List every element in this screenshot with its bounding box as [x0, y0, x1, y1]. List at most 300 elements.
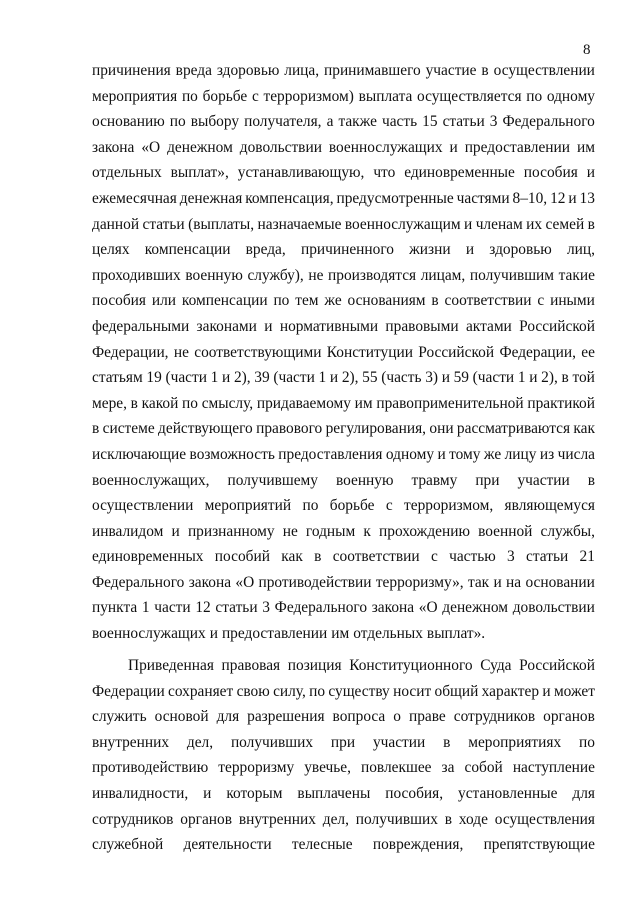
text-line: [92, 160, 595, 186]
word: и: [568, 189, 577, 207]
word: мероприятия: [92, 87, 178, 105]
word: выплачены: [297, 784, 371, 802]
word: военную: [335, 471, 394, 489]
word: им: [354, 394, 373, 412]
word: Приведенная: [128, 657, 214, 674]
word: свою: [236, 682, 270, 700]
word: служебной: [92, 836, 164, 854]
word: 3: [489, 113, 498, 131]
word: «О: [141, 138, 161, 156]
word: Российской: [519, 317, 595, 335]
word: осуществляется: [417, 87, 522, 105]
word: телесные: [291, 836, 353, 854]
word: Федерального: [274, 599, 368, 617]
word: производятся: [328, 266, 417, 284]
word: пособия: [92, 292, 146, 310]
word: характер: [481, 682, 540, 700]
text-line: [92, 653, 595, 679]
word: наступление: [512, 759, 595, 777]
word: 19: [146, 369, 162, 387]
word: сотрудников: [453, 708, 536, 726]
word: по: [526, 87, 543, 105]
word: их: [526, 215, 543, 233]
word: предусмотренные: [336, 189, 454, 207]
word: выбору: [190, 113, 240, 131]
word: дел,: [322, 810, 349, 828]
word: терроризму»,: [375, 573, 464, 591]
word: силу,: [273, 682, 306, 700]
word: компенсации: [181, 292, 268, 310]
word: Федерального: [92, 573, 185, 591]
word: жизни: [409, 241, 451, 259]
text-line: [92, 237, 595, 263]
word: соответствии: [332, 548, 420, 566]
word: или: [151, 292, 177, 310]
word: Федерального: [502, 113, 595, 131]
word: правовая: [221, 657, 281, 674]
word: иными: [550, 292, 595, 310]
word: и: [449, 138, 458, 156]
word: единовременных: [92, 548, 204, 566]
word: законами: [196, 317, 257, 335]
word: по: [273, 292, 290, 310]
word: тем: [295, 292, 319, 310]
word: при: [330, 733, 356, 751]
word: военнослужащих: [328, 138, 443, 156]
text-line: [92, 442, 595, 468]
word: деятельности: [183, 836, 272, 854]
word: увечье,: [304, 759, 351, 777]
word: денежном: [442, 599, 509, 617]
word: по: [579, 733, 595, 751]
word: военнослужащих: [92, 625, 206, 643]
word: и: [529, 369, 538, 387]
word: закона: [371, 599, 415, 617]
text-line: [92, 570, 595, 596]
word: 1: [517, 369, 526, 387]
word: борьбе: [202, 87, 248, 105]
text-line: [92, 186, 595, 212]
word: исключающие: [92, 445, 187, 463]
word: в: [587, 471, 595, 489]
word: носит: [393, 682, 432, 700]
word: денежном: [167, 138, 233, 156]
word: компенсация,: [245, 189, 334, 207]
word: принимавшего: [324, 62, 421, 79]
word: придаваемому: [256, 394, 351, 412]
word: в: [314, 548, 322, 566]
text-line: [92, 365, 595, 391]
text-line: [92, 109, 595, 135]
word: они: [429, 420, 454, 438]
word: травму: [411, 471, 458, 489]
word: Суда: [480, 657, 512, 674]
word: соответствующими: [194, 343, 322, 361]
text-line: [92, 391, 595, 417]
word: и: [586, 164, 595, 182]
text-line: [92, 288, 595, 314]
word: годным: [305, 522, 356, 540]
word: семей: [545, 215, 585, 233]
word: предоставлении: [221, 625, 328, 643]
word: ежемесячная: [92, 189, 177, 207]
word: с: [430, 548, 438, 566]
word: частью: [449, 548, 496, 566]
word: инвалидности,: [92, 784, 189, 802]
word: в: [561, 369, 569, 387]
word: предоставления: [278, 445, 383, 463]
text-line: [92, 807, 595, 833]
text-line: [92, 621, 595, 647]
word: получателя,: [244, 113, 322, 131]
text-line: [92, 755, 595, 781]
word: статьи: [526, 548, 569, 566]
word: не: [308, 266, 324, 284]
word: о: [393, 708, 401, 726]
text-line: [92, 781, 595, 807]
word: проходивших: [92, 266, 181, 284]
word: статьи: [215, 599, 258, 617]
word: 59: [453, 369, 469, 387]
text-line: [92, 679, 595, 705]
word: правового: [256, 420, 323, 438]
word: вопроса: [332, 708, 386, 726]
word: правовыми: [385, 317, 459, 335]
word: 39: [254, 369, 270, 387]
word: органов: [543, 708, 595, 726]
word: и: [464, 215, 473, 233]
word: 3: [262, 599, 270, 617]
word: что: [373, 164, 396, 182]
word: позиция: [287, 657, 342, 674]
text-line: [92, 212, 595, 238]
word: и: [171, 522, 180, 540]
word: правоприменительной: [376, 394, 524, 412]
word: мере,: [92, 394, 127, 412]
word: в: [431, 292, 439, 310]
word: единовременные: [404, 164, 515, 182]
word: 2),: [233, 369, 251, 387]
word: (часть: [381, 369, 422, 387]
word: регулирования,: [325, 420, 427, 438]
word: 13: [579, 189, 595, 207]
word: и: [441, 369, 450, 387]
word: общий: [434, 682, 479, 700]
word: пособия,: [385, 784, 444, 802]
word: за: [441, 759, 455, 777]
word: устанавливающую,: [237, 164, 365, 182]
word: статьи: [442, 113, 485, 131]
word: с: [537, 292, 545, 310]
word: 8–10,: [512, 189, 548, 207]
word: службы,: [540, 522, 595, 540]
word: 15: [422, 113, 438, 131]
word: вреда,: [245, 241, 286, 259]
word: 3: [507, 548, 515, 566]
word: участие: [425, 62, 477, 79]
word: же: [324, 292, 342, 310]
word: военнослужащих,: [92, 471, 210, 489]
word: числа: [557, 445, 595, 463]
word: предоставлении: [464, 138, 571, 156]
word: для: [572, 784, 595, 802]
word: мероприятиях: [468, 733, 562, 751]
word: которым: [226, 784, 283, 802]
word: причинения: [92, 62, 171, 79]
word: и: [437, 445, 446, 463]
word: части: [154, 599, 191, 617]
word: военной: [478, 522, 533, 540]
word: статьи: [142, 215, 185, 233]
word: Федерации: [92, 682, 165, 700]
word: 55: [362, 369, 378, 387]
word: отдельных: [92, 164, 162, 182]
text-line: [92, 595, 595, 621]
word: внутренних: [238, 810, 316, 828]
word: Конституционного: [349, 657, 473, 674]
word: и: [465, 241, 475, 259]
word: существу: [328, 682, 390, 700]
word: на: [506, 573, 522, 591]
text-line: [92, 58, 595, 84]
word: повреждения,: [372, 836, 464, 854]
word: Федерации,: [499, 343, 576, 361]
word: причиненного: [300, 241, 394, 259]
word: в: [443, 733, 451, 751]
word: как: [573, 420, 595, 438]
word: признанному: [187, 522, 275, 540]
word: сотрудников: [92, 810, 174, 828]
word: мероприятий: [204, 497, 292, 515]
word: действующего: [158, 420, 253, 438]
word: осуществления: [494, 810, 595, 828]
text-line: [92, 263, 595, 289]
word: основой: [154, 708, 209, 726]
word: и: [222, 369, 231, 387]
word: борьбе: [329, 497, 375, 515]
word: с: [251, 87, 259, 105]
word: органов: [180, 810, 232, 828]
word: выплата: [358, 87, 413, 105]
text-line: [92, 493, 595, 519]
text-line: [92, 135, 595, 161]
word: может: [553, 682, 595, 700]
word: (части: [472, 369, 515, 387]
page-number: 8: [583, 42, 591, 58]
word: не: [173, 343, 189, 361]
word: одному: [546, 87, 595, 105]
word: здоровью: [216, 62, 280, 79]
word: как: [281, 548, 303, 566]
word: праве: [408, 708, 446, 726]
word: Федерации,: [92, 343, 169, 361]
word: к: [363, 522, 371, 540]
word: им: [576, 138, 595, 156]
word: лиц,: [566, 241, 595, 259]
word: а: [326, 113, 334, 131]
word: денежная: [179, 189, 243, 207]
word: так: [467, 573, 490, 591]
word: по: [169, 113, 186, 131]
word: Конституции: [326, 343, 413, 361]
word: закона: [92, 138, 135, 156]
word: основаниям: [347, 292, 426, 310]
word: федеральными: [92, 317, 190, 335]
word: прохождению: [379, 522, 470, 540]
word: лицам,: [420, 266, 466, 284]
text-line: [92, 340, 595, 366]
word: получивших: [355, 810, 438, 828]
word: тому: [449, 445, 481, 463]
word: 3): [425, 369, 439, 387]
word: рассматриваются: [456, 420, 571, 438]
word: в: [92, 420, 100, 438]
word: выплат»,: [170, 164, 229, 182]
word: с: [385, 497, 393, 515]
text-line: [92, 832, 595, 858]
word: повлекшее: [361, 759, 432, 777]
word: «О: [235, 573, 255, 591]
word: участии: [372, 733, 426, 751]
word: из: [539, 445, 555, 463]
word: 21: [579, 548, 595, 566]
word: 1: [318, 369, 327, 387]
word: лица,: [284, 62, 320, 79]
word: службу),: [247, 266, 304, 284]
word: Российской: [418, 343, 495, 361]
word: не: [282, 522, 298, 540]
word: одному: [385, 445, 435, 463]
text-line: [92, 468, 595, 494]
word: по: [181, 87, 198, 105]
word: также: [338, 113, 377, 131]
text-line: [92, 84, 595, 110]
word: в: [481, 62, 489, 79]
text-line: [92, 704, 595, 730]
word: препятствующие: [483, 836, 595, 854]
word: часть: [381, 113, 418, 131]
word: (выплаты,: [188, 215, 255, 233]
word: получившим: [469, 266, 555, 284]
word: сохраняет: [168, 682, 234, 700]
word: данной: [92, 215, 140, 233]
word: вреда: [175, 62, 212, 79]
word: 1: [210, 369, 219, 387]
word: отдельных: [353, 625, 423, 643]
word: в: [444, 810, 453, 828]
word: выплат».: [426, 625, 486, 643]
word: получивших: [230, 733, 314, 751]
word: являющемуся: [504, 497, 595, 515]
word: по: [302, 497, 319, 515]
word: им: [331, 625, 350, 643]
word: статьям: [92, 369, 143, 387]
word: 1: [141, 599, 150, 617]
text-line: [92, 519, 595, 545]
word: в: [130, 394, 138, 412]
word: 2),: [341, 369, 359, 387]
word: (части: [165, 369, 207, 387]
word: в: [587, 215, 595, 233]
word: практикой: [527, 394, 595, 412]
word: служить: [92, 708, 147, 726]
paragraph-1: [92, 58, 595, 647]
word: какой: [141, 394, 179, 412]
word: здоровью: [489, 241, 552, 259]
word: осуществлении: [92, 497, 194, 515]
word: собой: [464, 759, 503, 777]
word: возможность: [189, 445, 275, 463]
word: основании: [525, 573, 595, 591]
word: (части: [273, 369, 315, 387]
word: Российской: [519, 657, 595, 674]
word: при: [475, 471, 500, 489]
word: целях: [92, 241, 130, 259]
word: для: [216, 708, 240, 726]
word: установленные: [458, 784, 558, 802]
word: и: [542, 682, 551, 700]
word: терроризмом): [263, 87, 354, 105]
word: по: [309, 682, 326, 700]
word: 2),: [541, 369, 558, 387]
word: инвалидом: [92, 522, 164, 540]
word: закона: [188, 573, 232, 591]
word: компенсации: [144, 241, 231, 259]
text-line: [92, 314, 595, 340]
word: пособия: [523, 164, 578, 182]
word: актами: [465, 317, 512, 335]
word: ее: [581, 343, 595, 361]
word: получившему: [227, 471, 318, 489]
word: и: [203, 784, 212, 802]
word: частями: [456, 189, 510, 207]
word: смыслу,: [201, 394, 254, 412]
word: назначаемые: [257, 215, 342, 233]
word: по: [182, 394, 198, 412]
word: членам: [475, 215, 523, 233]
word: и: [264, 317, 273, 335]
word: основанию: [92, 113, 165, 131]
word: 12: [195, 599, 211, 617]
word: терроризмом,: [404, 497, 494, 515]
word: дел,: [186, 733, 214, 751]
word: противодействии: [258, 573, 372, 591]
word: и: [329, 369, 339, 387]
paragraph-2: [92, 653, 595, 858]
word: довольствии: [239, 138, 322, 156]
text-line: [92, 416, 595, 442]
word: и: [493, 573, 502, 591]
word: военнослужащим: [344, 215, 461, 233]
word: военную: [185, 266, 243, 284]
word: терроризму: [218, 759, 295, 777]
word: такие: [558, 266, 595, 284]
word: лицу: [504, 445, 537, 463]
word: 12: [550, 189, 566, 207]
word: осуществлении: [493, 62, 595, 79]
word: участии: [517, 471, 570, 489]
word: разрешения: [247, 708, 325, 726]
word: пункта: [92, 599, 138, 617]
word: ходе: [458, 810, 488, 828]
word: довольствии: [512, 599, 595, 617]
word: той: [572, 369, 595, 387]
word: «О: [418, 599, 438, 617]
word: внутренних: [92, 733, 170, 751]
word: нормативными: [279, 317, 379, 335]
word: и: [209, 625, 218, 643]
word: системе: [102, 420, 155, 438]
